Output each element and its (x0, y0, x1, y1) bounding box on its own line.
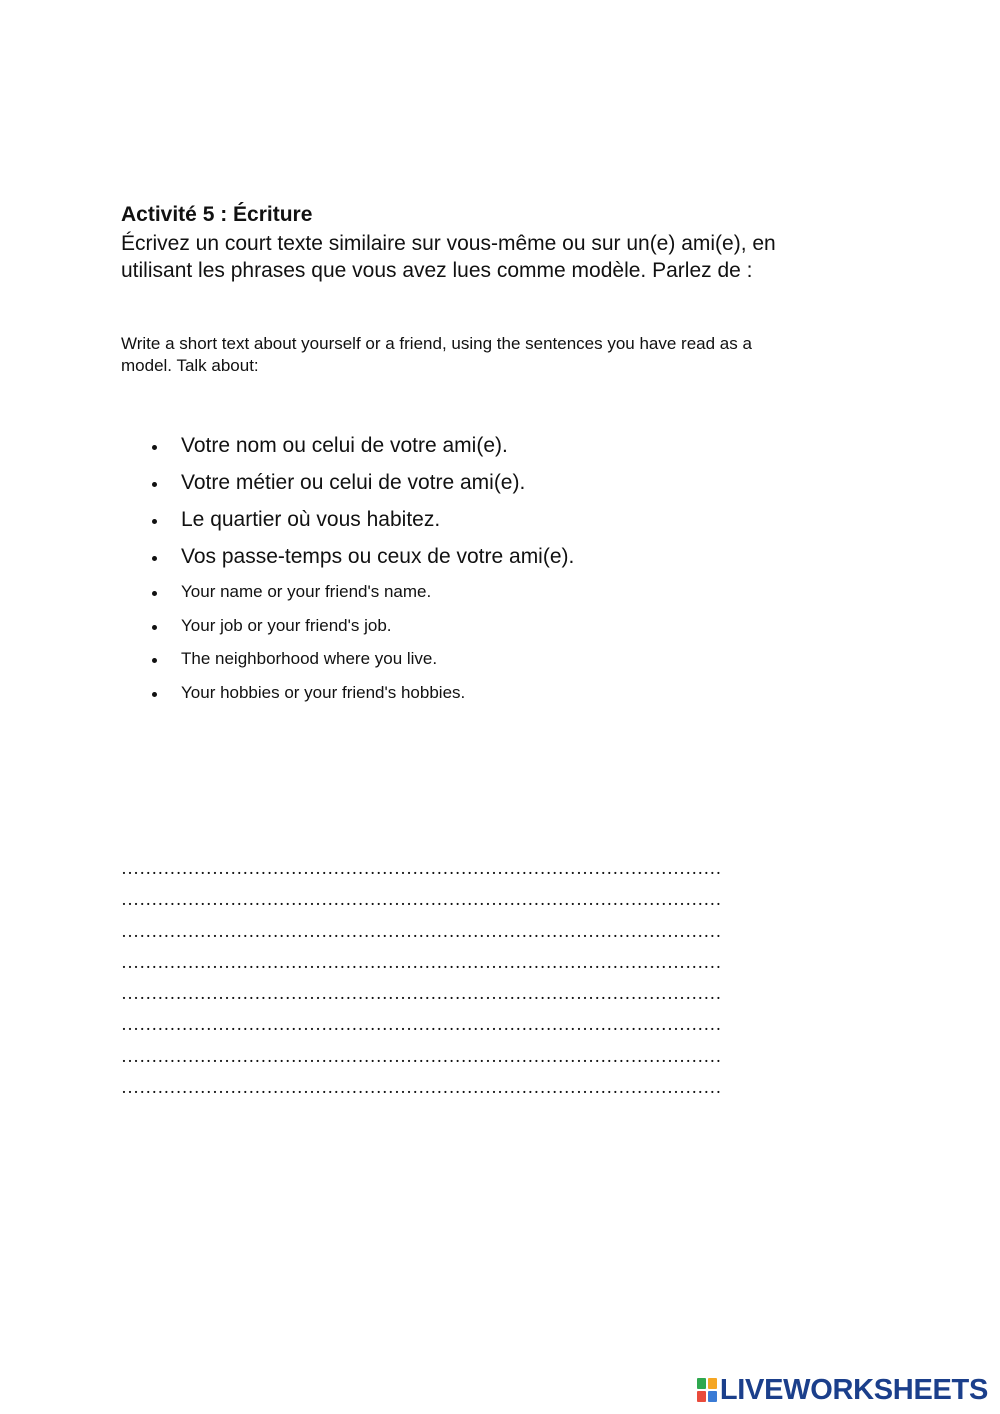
bullet-icon (152, 625, 157, 630)
list-item-text: Your job or your friend's job. (181, 615, 392, 635)
topics-list-french (121, 433, 881, 581)
logo-mark-icon (697, 1378, 717, 1402)
list-item (121, 648, 881, 682)
list-item (121, 682, 881, 716)
logo-text: LIVEWORKSHEETS (719, 1373, 988, 1406)
list-item (121, 581, 881, 615)
list-item-text: Votre métier ou celui de votre ami(e). (181, 471, 526, 494)
logo-tile (697, 1378, 706, 1389)
activity-section (121, 202, 881, 715)
list-item-text: Vos passe-temps ou ceux de votre ami(e). (181, 545, 575, 568)
list-item-text: Votre nom ou celui de votre ami(e). (181, 434, 508, 457)
list-item-text: Your hobbies or your friend's hobbies. (181, 682, 466, 702)
bullet-icon (152, 519, 157, 524)
list-item (121, 615, 881, 649)
list-item-text: The neighborhood where you live. (181, 649, 438, 668)
topics-list-english (121, 581, 881, 715)
bullet-icon (152, 445, 157, 450)
logo-tile (697, 1391, 706, 1402)
liveworksheets-logo (697, 1373, 988, 1407)
list-item (121, 433, 881, 470)
instruction-french-line-1: Écrivez un court texte similaire sur vous-même ou sur un(e) ami(e), en (121, 232, 776, 255)
list-item-text: Le quartier où vous habitez. (181, 508, 441, 531)
answer-line[interactable]: ……………………………………………………………………………………… (121, 983, 722, 1004)
instruction-english-line-2: model. Talk about: (121, 356, 259, 375)
answer-line[interactable]: ……………………………………………………………………………………… (121, 889, 722, 910)
answer-line[interactable]: ……………………………………………………………………………………… (121, 1077, 722, 1098)
list-item (121, 507, 881, 544)
list-item-text: Your name or your friend's name. (181, 582, 432, 601)
answer-line[interactable]: ……………………………………………………………………………………… (121, 1014, 722, 1035)
instruction-french-line-2: utilisant les phrases que vous avez lues comme modèle. Parlez de : (121, 259, 753, 282)
logo-tile (708, 1378, 717, 1389)
answer-area[interactable] (121, 853, 881, 1103)
list-item (121, 470, 881, 507)
answer-line[interactable]: ……………………………………………………………………………………… (121, 858, 722, 878)
answer-line[interactable]: ……………………………………………………………………………………… (121, 920, 722, 941)
instruction-english-line-1: Write a short text about yourself or a friend, using the sentences you have read as a (121, 334, 752, 353)
bullet-icon (152, 692, 157, 697)
bullet-icon (152, 658, 157, 663)
bullet-icon (152, 556, 157, 561)
activity-title: Activité 5 : Écriture (121, 203, 313, 226)
list-item (121, 544, 881, 581)
bullet-icon (152, 591, 157, 596)
logo-tile (708, 1391, 717, 1402)
instruction-french (121, 230, 881, 284)
bullet-icon (152, 482, 157, 487)
answer-line[interactable]: ……………………………………………………………………………………… (121, 1045, 722, 1066)
instruction-english (121, 333, 881, 377)
answer-line[interactable]: ……………………………………………………………………………………… (121, 951, 722, 972)
